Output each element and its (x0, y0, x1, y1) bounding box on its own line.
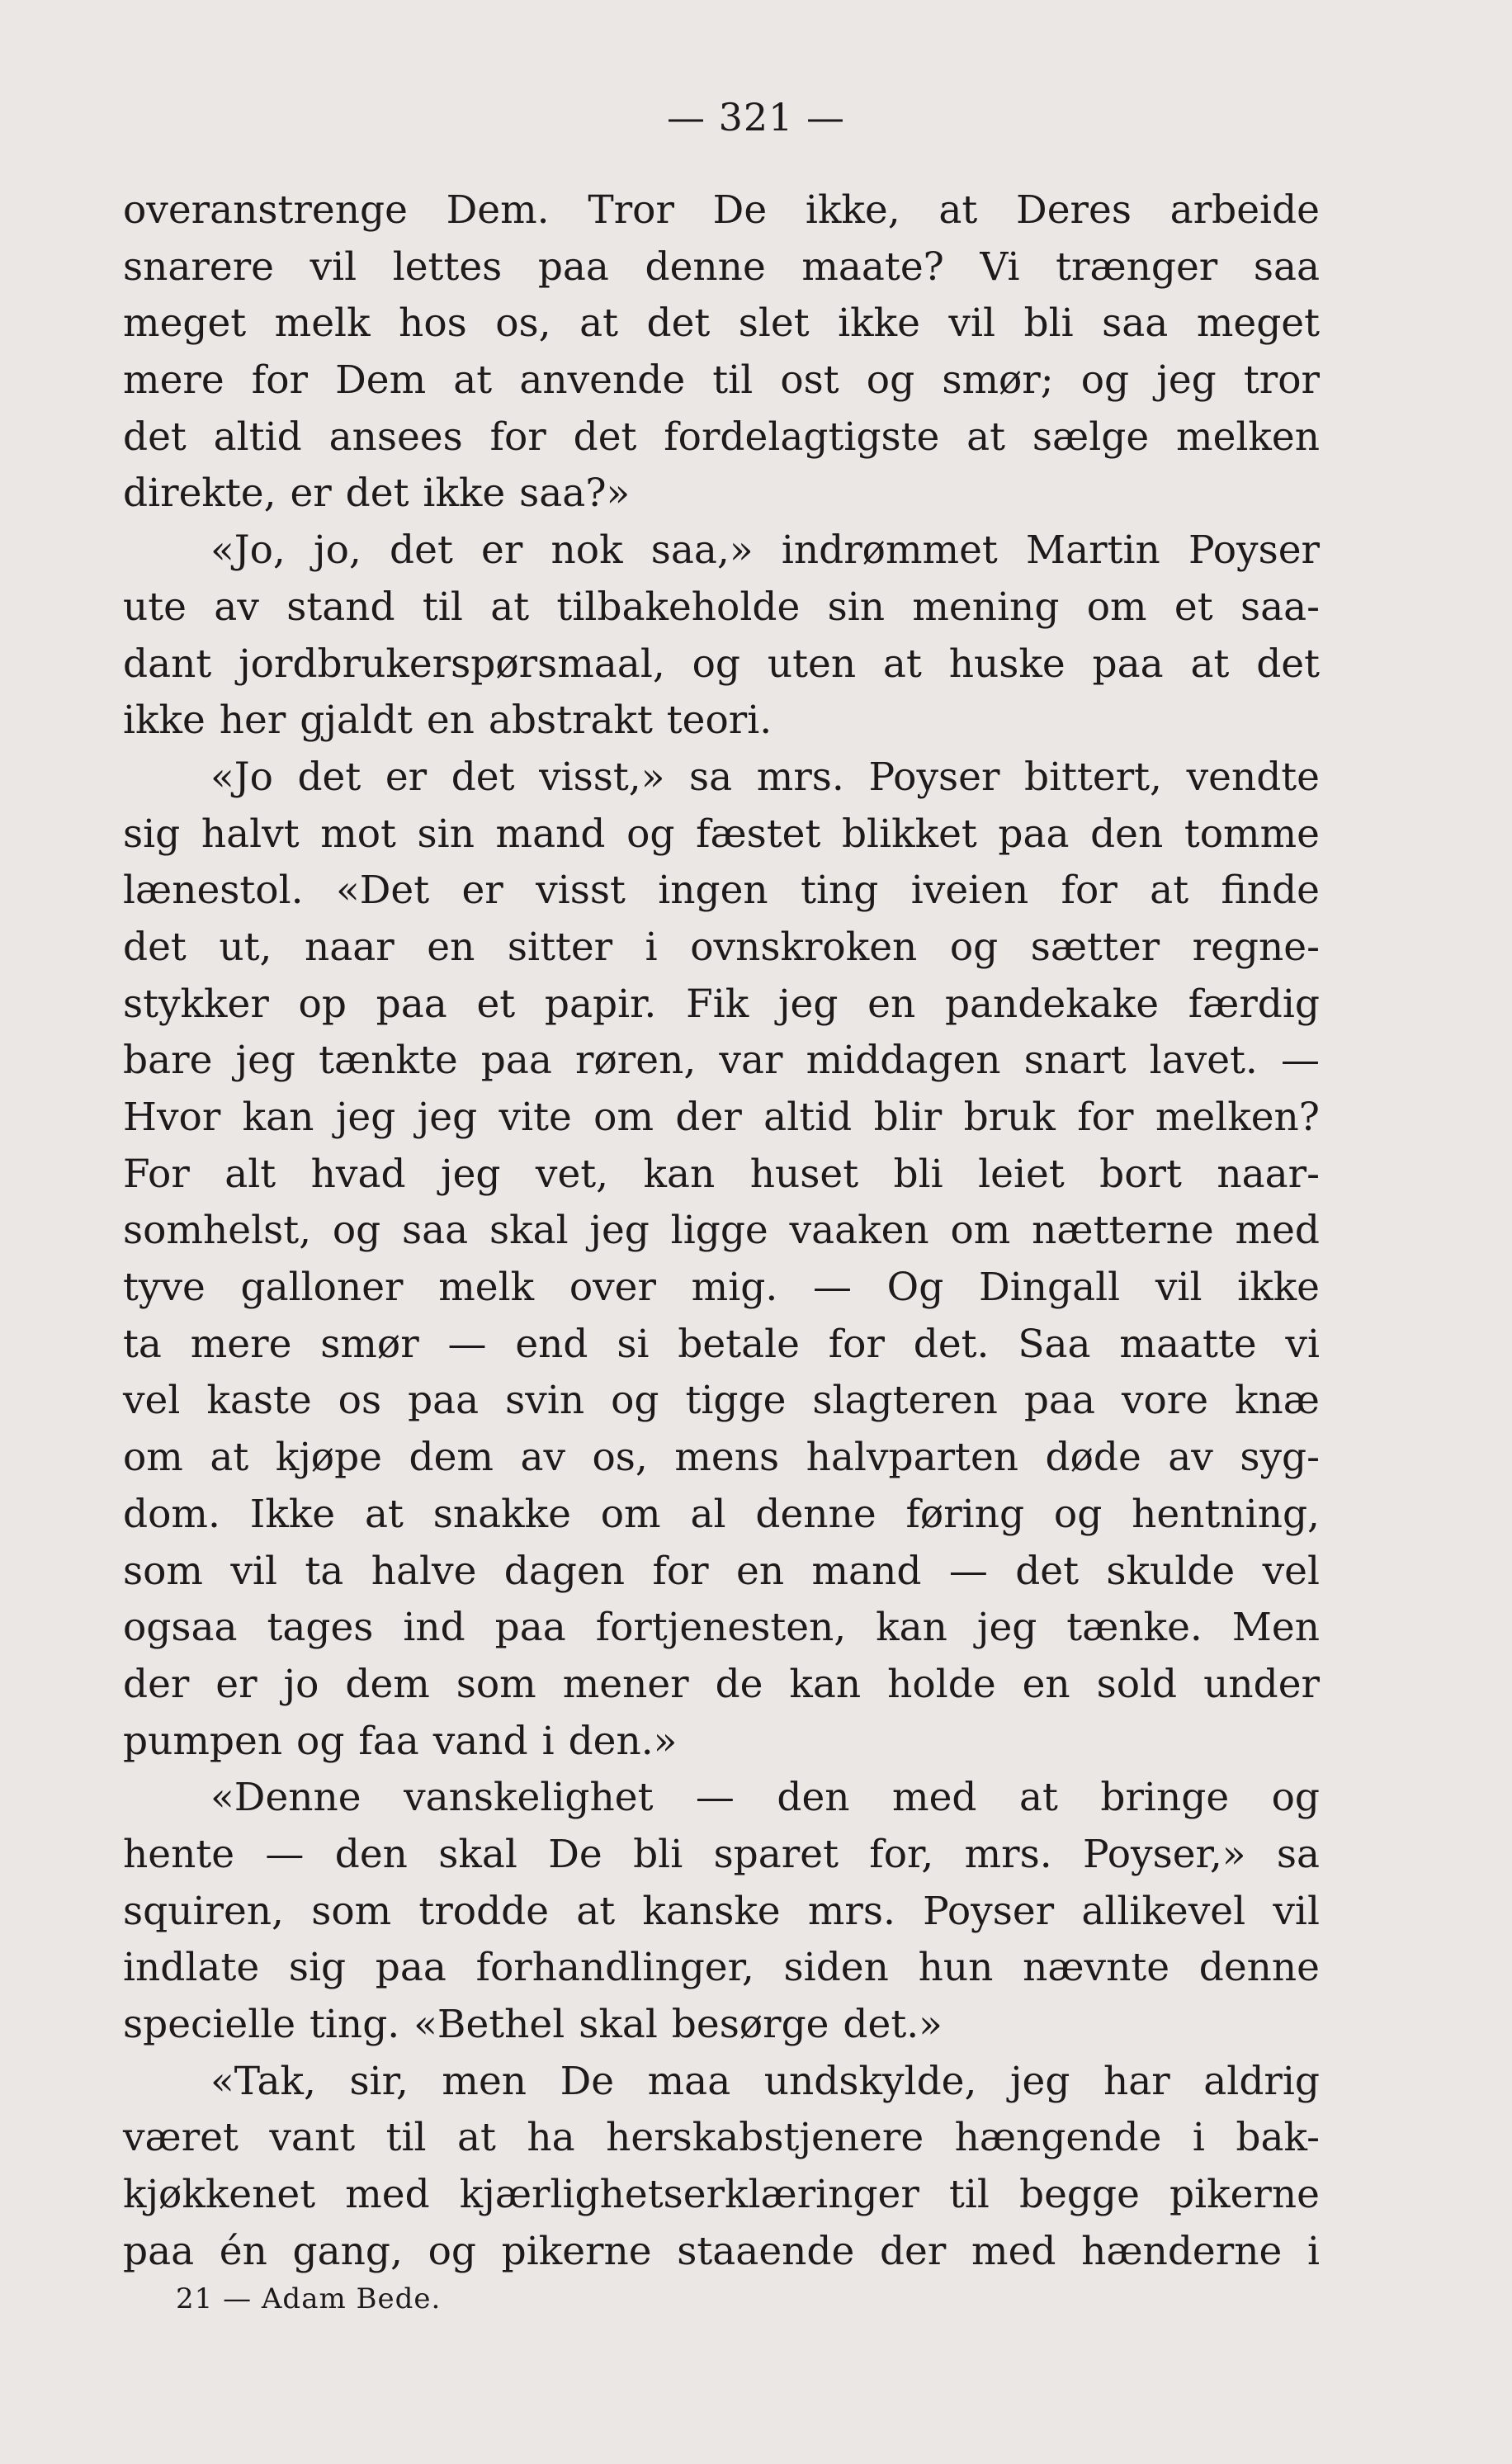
text-line: det ut, naar en sitter i ovnskroken og sætter regne- (123, 924, 1320, 970)
text-line: overanstrenge Dem. Tror De ikke, at Deres arbeide (123, 187, 1320, 233)
text-line: ute av stand til at tilbakeholde sin mening om et saa- (123, 584, 1320, 630)
text-line: bare jeg tænkte paa røren, var middagen snart lavet. — (123, 1038, 1320, 1084)
text-line: sig halvt mot sin mand og fæstet blikket paa den tomme (123, 811, 1320, 857)
text-line: For alt hvad jeg vet, kan huset bli leiet bort naar- (123, 1151, 1320, 1197)
text-line: lænestol. «Det er visst ingen ting iveien for at finde (123, 868, 1320, 914)
text-line: om at kjøpe dem av os, mens halvparten døde av syg- (123, 1435, 1320, 1481)
text-line: som vil ta halve dagen for en mand — det skulde vel (123, 1548, 1320, 1594)
text-line: «Tak, sir, men De maa undskylde, jeg har aldrig (210, 2058, 1320, 2104)
text-line: mere for Dem at anvende til ost og smør; og jeg tror (123, 357, 1320, 404)
signature-footer: 21 — Adam Bede. (176, 2282, 442, 2315)
text-line: været vant til at ha herskabstjenere hængende i bak- (123, 2115, 1320, 2161)
page-number-header: — 321 — (666, 95, 846, 140)
text-line: squiren, som trodde at kanske mrs. Poyser allikevel vil (123, 1888, 1320, 1934)
text-line: specielle ting. «Bethel skal besørge det.» (123, 2002, 943, 2047)
text-line: meget melk hos os, at det slet ikke vil bli saa meget (123, 300, 1320, 347)
text-line: Hvor kan jeg jeg vite om der altid blir bruk for melken? (123, 1095, 1320, 1140)
text-line: «Jo det er det visst,» sa mrs. Poyser bittert, vendte (210, 754, 1320, 800)
text-line: ikke her gjaldt en abstrakt teori. (123, 698, 773, 744)
text-line: ogsaa tages ind paa fortjenesten, kan jeg tænke. Men (123, 1605, 1320, 1651)
text-line: der er jo dem som mener de kan holde en sold under (123, 1661, 1320, 1707)
text-line: kjøkkenet med kjærlighetserklæringer til begge pikerne (123, 2172, 1320, 2218)
text-line: det altid ansees for det fordelagtigste at sælge melken (123, 414, 1320, 460)
text-line: dom. Ikke at snakke om al denne føring og hentning, (123, 1491, 1320, 1537)
text-line: dant jordbrukerspørsmaal, og uten at huske paa at det (123, 641, 1320, 687)
text-line: hente — den skal De bli sparet for, mrs. Poyser,» sa (123, 1831, 1320, 1877)
text-line: stykker op paa et papir. Fik jeg en pandekake færdig (123, 981, 1320, 1027)
text-line: «Jo, jo, det er nok saa,» indrømmet Martin Poyser (210, 527, 1320, 574)
text-line: snarere vil lettes paa denne maate? Vi trænger saa (123, 244, 1320, 290)
text-line: pumpen og faa vand i den.» (123, 1718, 678, 1764)
text-line: «Denne vanskelighet — den med at bringe og (210, 1775, 1320, 1821)
text-line: vel kaste os paa svin og tigge slagteren paa vore knæ (123, 1378, 1320, 1424)
text-line: tyve galloner melk over mig. — Og Dingall vil ikke (123, 1265, 1320, 1311)
text-line: paa én gang, og pikerne staaende der med hænderne i (123, 2228, 1320, 2274)
text-line: ta mere smør — end si betale for det. Saa maatte vi (123, 1321, 1320, 1367)
body-text (123, 182, 1320, 2280)
text-line: direkte, er det ikke saa?» (123, 471, 631, 517)
text-line: indlate sig paa forhandlinger, siden hun nævnte denne (123, 1945, 1320, 1991)
text-line: somhelst, og saa skal jeg ligge vaaken om nætterne med (123, 1208, 1320, 1254)
